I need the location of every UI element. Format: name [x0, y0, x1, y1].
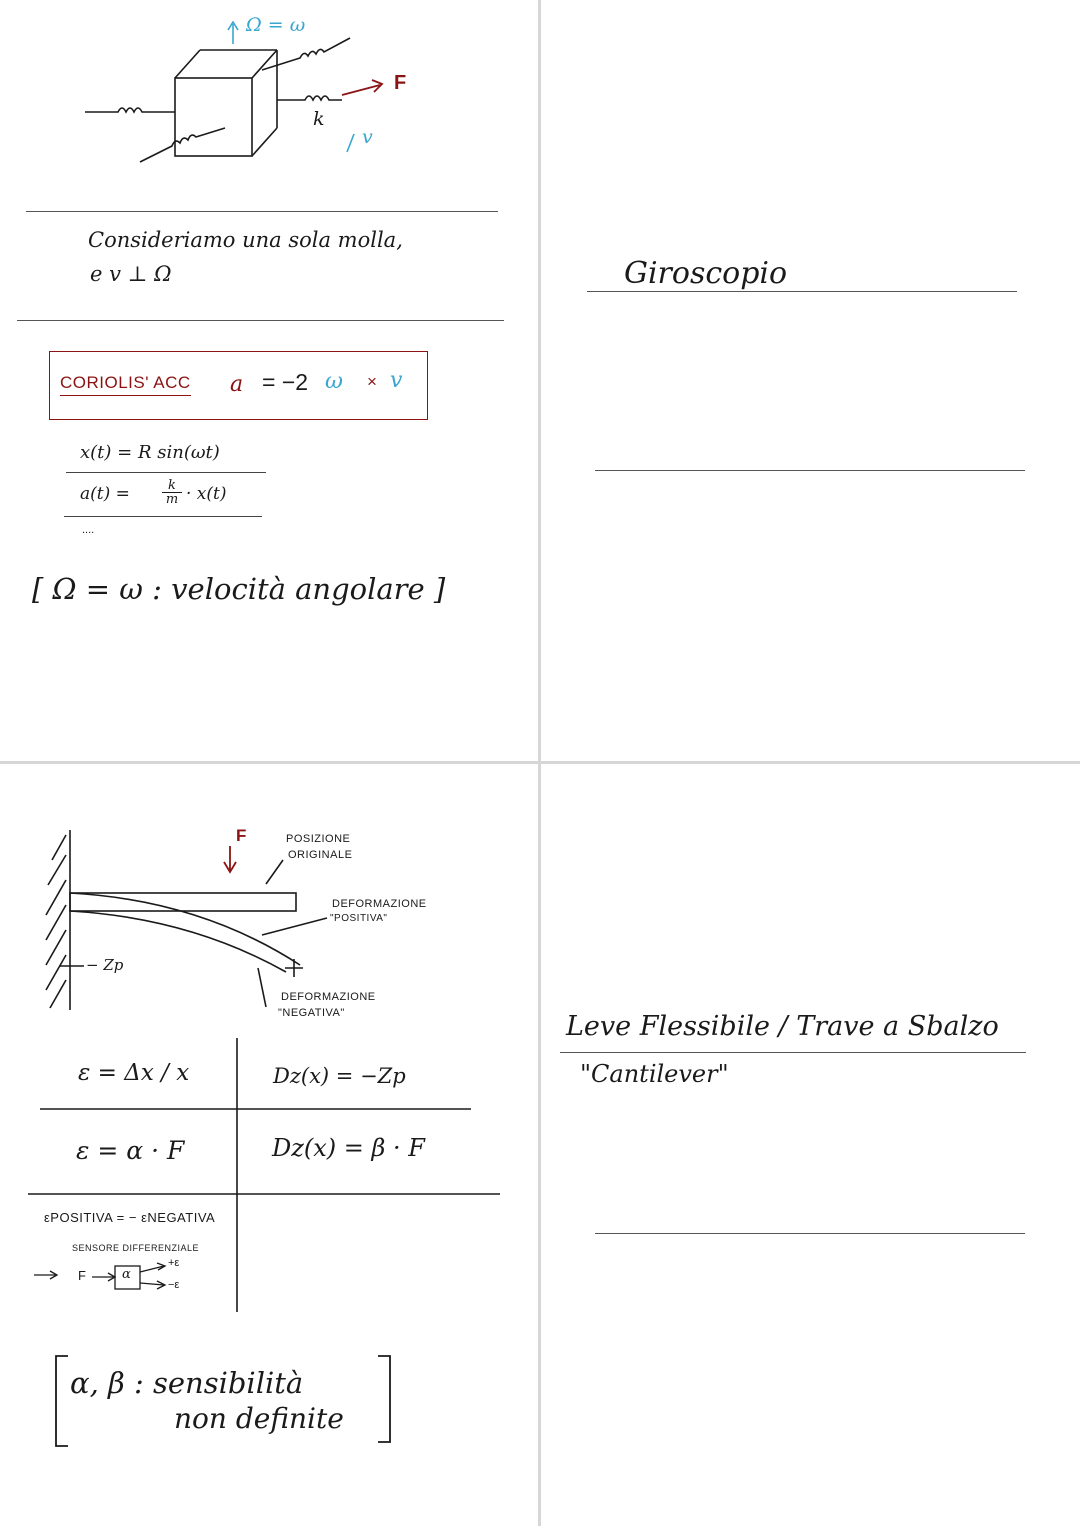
acceleration-equation-rhs: · x(t) [186, 484, 227, 504]
strain-force-relation: ε = α · F [76, 1136, 185, 1165]
coriolis-cross: × [367, 372, 377, 391]
strain-definition: ε = Δx / x [78, 1060, 190, 1086]
separator-line [595, 470, 1025, 471]
label-negative-deformation-1: DEFORMAZIONE [281, 991, 376, 1003]
heading-underline [560, 1052, 1026, 1053]
acceleration-equation-lhs: a(t) = [80, 484, 130, 504]
force-label: F [236, 826, 247, 845]
heading-underline [587, 291, 1017, 292]
deflection-definition: Dz(x) = −Zp [273, 1064, 406, 1088]
coriolis-label: CORIOLIS' ACC [60, 373, 191, 396]
omega-label: Ω = ω [246, 14, 306, 36]
label-negative-deformation-2: "NEGATIVA" [278, 1007, 345, 1019]
angular-velocity-note: [ Ω = ω : velocità angolare ] [32, 572, 446, 606]
label-original-position-2: ORIGINALE [288, 849, 353, 861]
gyroscope-heading: Giroscopio [624, 256, 788, 291]
differential-sensor-label: SENSORE DIFFERENZIALE [72, 1243, 200, 1253]
coriolis-velocity: v [390, 368, 403, 393]
force-label: F [394, 72, 407, 94]
separator-line [595, 1233, 1025, 1234]
label-original-position-1: POSIZIONE [286, 833, 351, 845]
coriolis-minus-two: = −2 [262, 369, 309, 395]
ellipsis: .... [82, 524, 95, 536]
diagram-output-negative: −ε [168, 1279, 180, 1291]
label-positive-deformation-1: DEFORMAZIONE [332, 898, 427, 910]
fraction-numerator: k [162, 479, 182, 493]
deflection-force-relation: Dz(x) = β · F [272, 1134, 425, 1162]
sensitivity-note-line-2: non definite [174, 1402, 344, 1435]
sensitivity-note-line-1: α, β : sensibilità [70, 1366, 304, 1400]
diagram-box-alpha: α [122, 1267, 131, 1282]
diagram-output-positive: +ε [168, 1257, 180, 1269]
note-line-1: Consideriamo una sola molla, [88, 228, 403, 252]
spring-constant-label: k [313, 108, 325, 130]
strain-sign-relation: εPOSITIVA = − εNEGATIVA [44, 1210, 216, 1225]
cantilever-heading: Leve Flessibile / Trave a Sbalzo [566, 1011, 999, 1042]
cantilever-subheading: "Cantilever" [580, 1060, 729, 1088]
diagram-input: F [78, 1268, 86, 1283]
note-line-2: e v ⊥ Ω [90, 262, 172, 286]
position-equation: x(t) = R sin(ωt) [80, 442, 220, 463]
coriolis-acceleration: a [230, 372, 244, 397]
coriolis-omega: ω [325, 369, 343, 394]
velocity-label: v [362, 126, 373, 148]
label-positive-deformation-2: "POSITIVA" [330, 913, 388, 924]
label-zp: − Zp [86, 956, 124, 974]
fraction-denominator: m [165, 492, 179, 507]
